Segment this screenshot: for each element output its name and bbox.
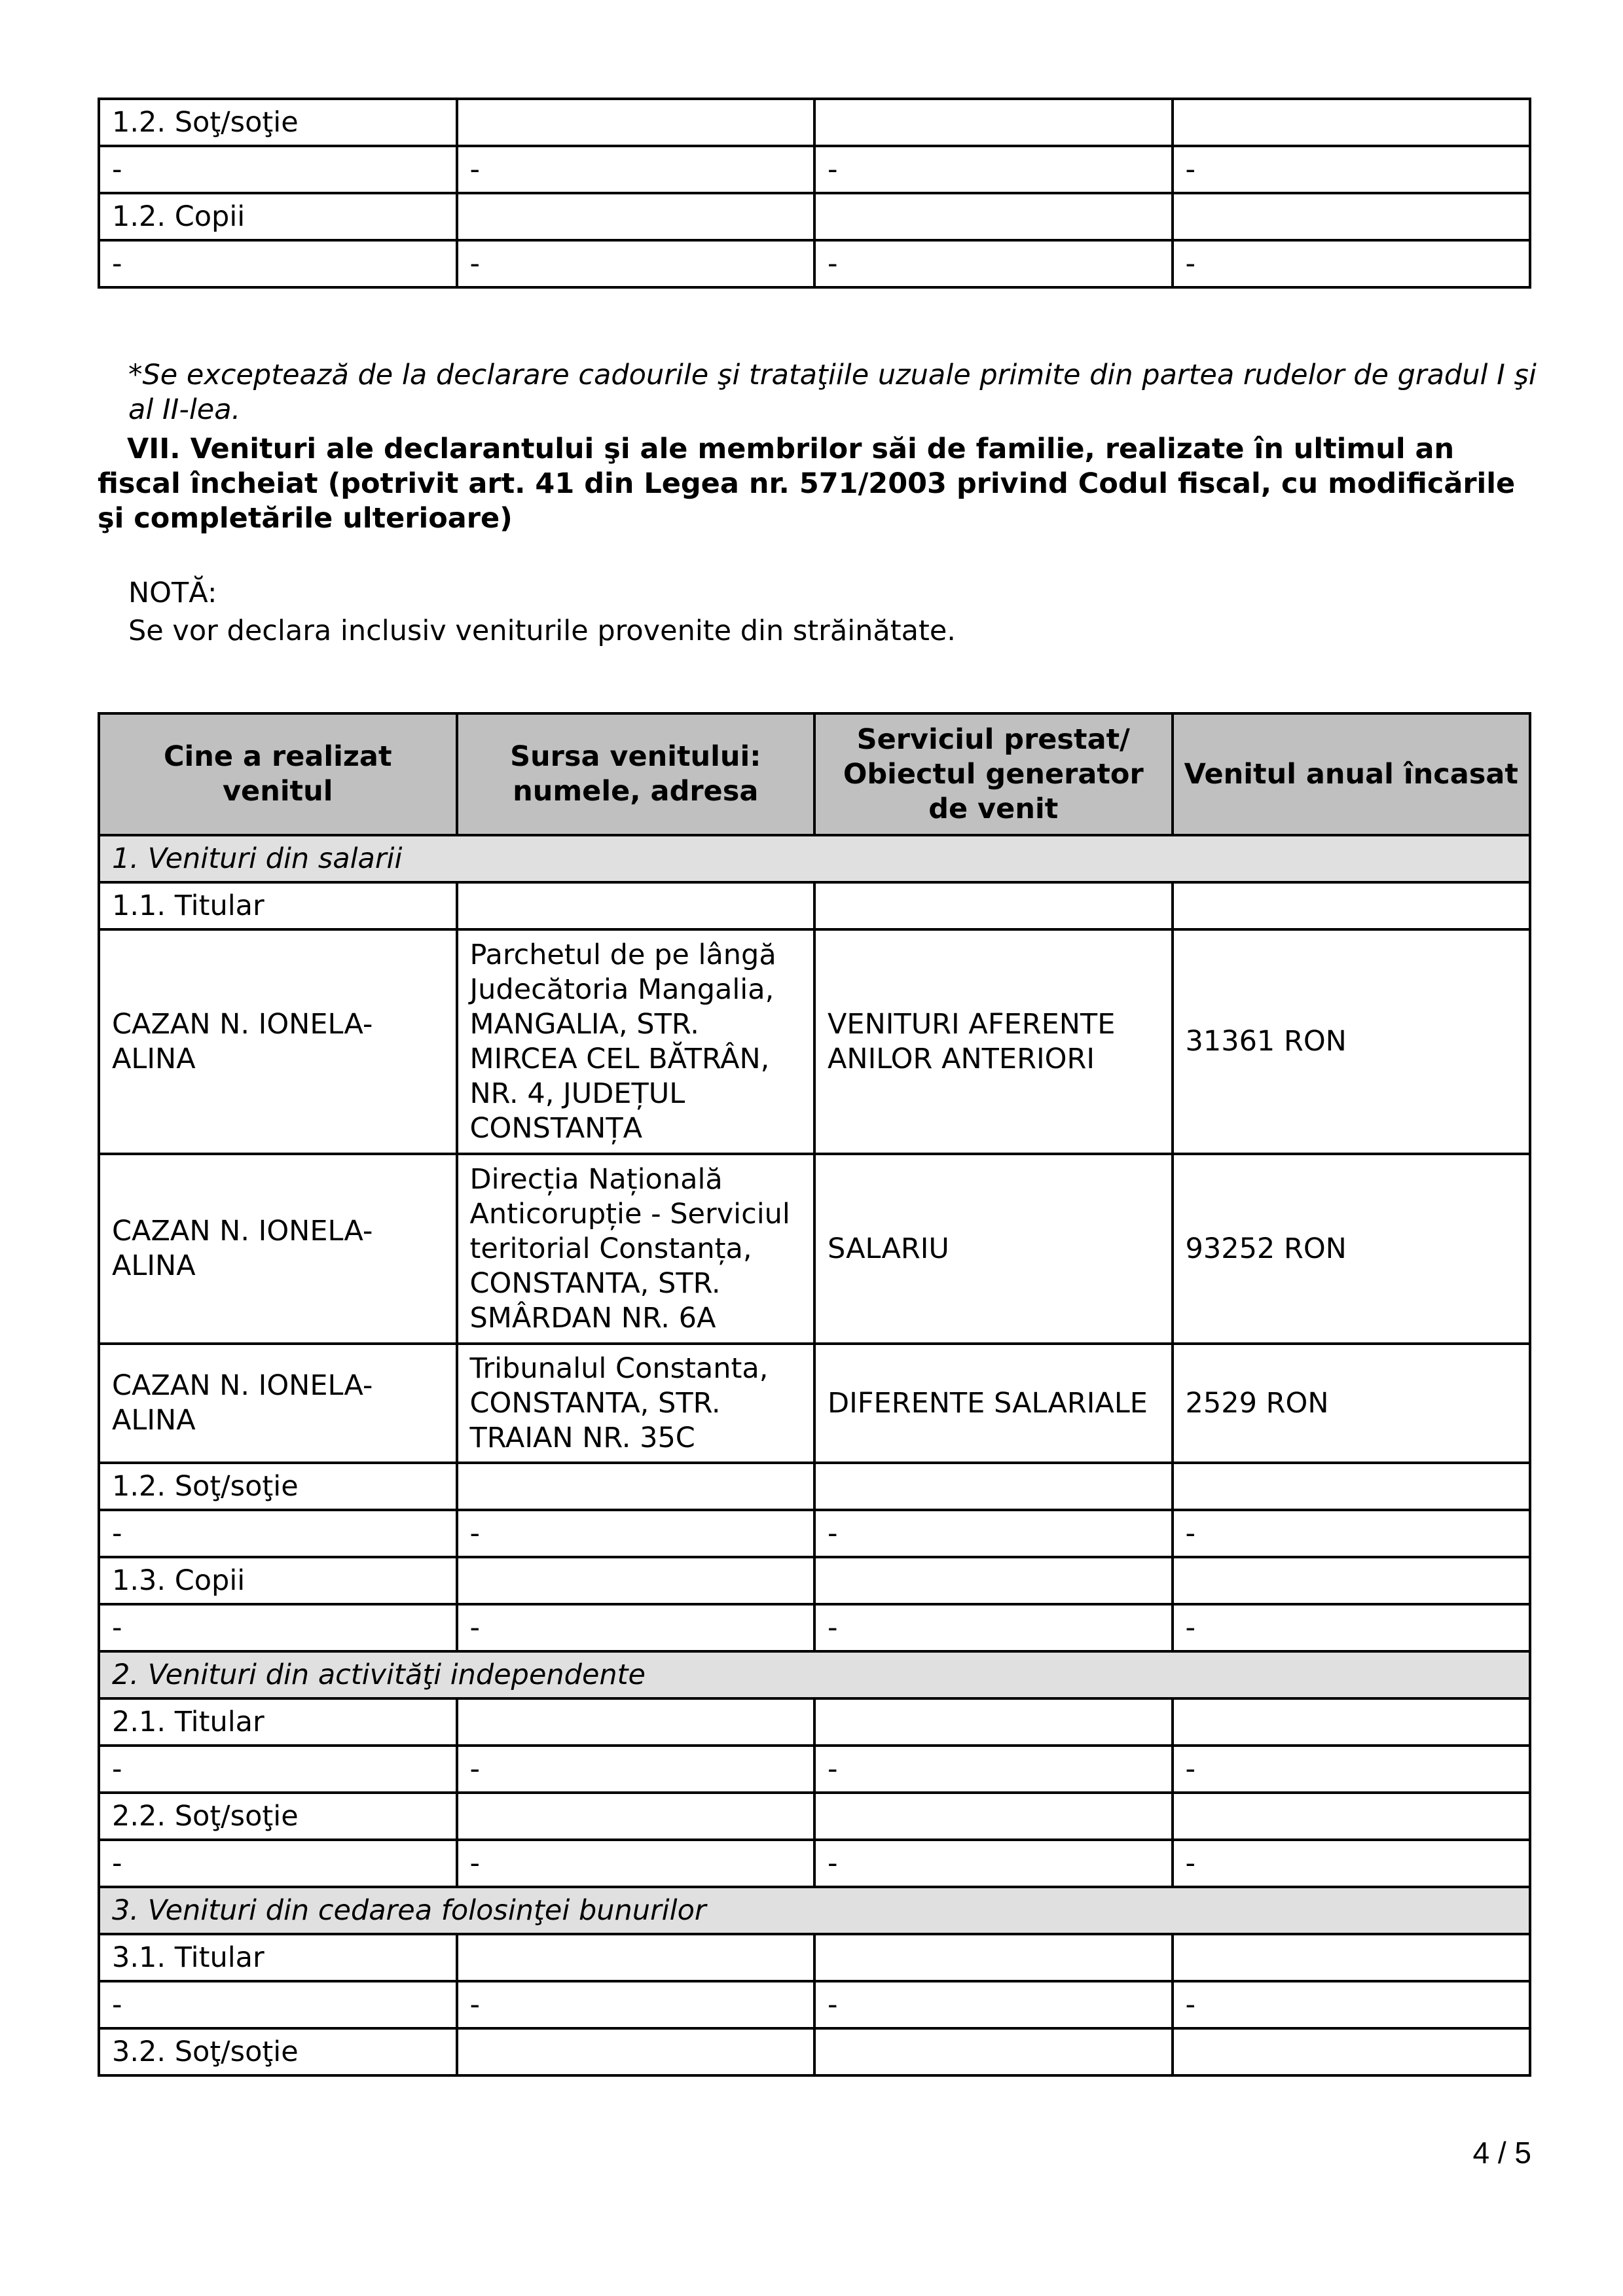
column-header: Sursa venitului: numele, adresa — [457, 713, 815, 835]
section-row — [99, 1887, 1530, 1934]
table-cell — [1173, 1698, 1531, 1746]
table-cell: 1.1. Titular — [99, 882, 457, 929]
table-cell — [814, 1793, 1173, 1840]
table-cell: - — [1173, 1840, 1531, 1887]
table-cell — [457, 1557, 815, 1604]
table-cell — [1173, 193, 1531, 240]
table-cell: 2.2. Soţ/soţie — [99, 1793, 457, 1840]
table-cell — [1173, 882, 1531, 929]
table-cell: - — [99, 1981, 457, 2028]
table-row — [99, 240, 1530, 287]
table-row — [99, 929, 1530, 1154]
table-cell — [814, 193, 1173, 240]
table-row — [99, 1344, 1530, 1463]
continued-table — [98, 98, 1531, 289]
table-cell — [814, 2028, 1173, 2075]
column-header: Serviciul prestat/ Obiectul generator de venit — [814, 713, 1173, 835]
table-cell: - — [814, 1981, 1173, 2028]
column-header: Venitul anual încasat — [1173, 713, 1531, 835]
table-row — [99, 99, 1530, 146]
table-cell: VENITURI AFERENTE ANILOR ANTERIORI — [814, 929, 1173, 1154]
table-cell: - — [457, 1604, 815, 1651]
table-cell — [457, 2028, 815, 2075]
table-cell: - — [814, 146, 1173, 193]
table-cell: 1.2. Copii — [99, 193, 457, 240]
table-cell — [1173, 2028, 1531, 2075]
table-cell — [457, 1793, 815, 1840]
table-row — [99, 193, 1530, 240]
table-cell: Direcția Națională Anticorupție - Serviciul teritorial Constanța, CONSTANTA, STR. SMÂRDAN NR. 6A — [457, 1154, 815, 1344]
table-row — [99, 1981, 1530, 2028]
table-cell: - — [814, 1604, 1173, 1651]
table-row — [99, 1463, 1530, 1510]
table-cell: - — [99, 1510, 457, 1557]
column-header: Cine a realizat venitul — [99, 713, 457, 835]
table-row — [99, 1510, 1530, 1557]
table-cell — [457, 1698, 815, 1746]
table-row — [99, 1698, 1530, 1746]
note-label: NOTĂ: — [128, 577, 217, 609]
section-row — [99, 835, 1530, 882]
table-cell: - — [814, 1840, 1173, 1887]
table-cell: 3.1. Titular — [99, 1934, 457, 1981]
table-row — [99, 146, 1530, 193]
table-cell — [1173, 1793, 1531, 1840]
table-cell: SALARIU — [814, 1154, 1173, 1344]
table-cell — [1173, 1463, 1531, 1510]
table-cell — [814, 1463, 1173, 1510]
table-cell — [1173, 1934, 1531, 1981]
table-row — [99, 882, 1530, 929]
table-cell: - — [457, 240, 815, 287]
table-cell: CAZAN N. IONELA-ALINA — [99, 1344, 457, 1463]
table-cell: Parchetul de pe lângă Judecătoria Mangalia, MANGALIA, STR. MIRCEA CEL BĂTRÂN, NR. 4, JUDEȚUL CONSTANȚA — [457, 929, 815, 1154]
table-cell: 31361 RON — [1173, 929, 1531, 1154]
table-row — [99, 1154, 1530, 1344]
table-cell: - — [1173, 240, 1531, 287]
section-title: 3. Venituri din cedarea folosinţei bunurilor — [99, 1887, 1530, 1934]
table-cell: - — [1173, 1604, 1531, 1651]
table-cell: - — [1173, 146, 1531, 193]
table-cell: - — [1173, 1510, 1531, 1557]
table-row — [99, 2028, 1530, 2075]
table-cell: Tribunalul Constanta, CONSTANTA, STR. TRAIAN NR. 35C — [457, 1344, 815, 1463]
table-header-row — [99, 713, 1530, 835]
table-cell: - — [457, 146, 815, 193]
table-cell — [1173, 1557, 1531, 1604]
section-title: 2. Venituri din activităţi independente — [99, 1651, 1530, 1698]
table-cell — [457, 882, 815, 929]
section-heading: VII. Venituri ale declarantului şi ale membrilor săi de familie, realizate în ultimul an fiscal încheiat (potrivit art. 41 din Legea nr. 571/2003 privind Codul fiscal, cu modificările şi completările ulterioare) — [98, 433, 1516, 535]
table-cell — [1173, 99, 1531, 146]
table-cell — [814, 99, 1173, 146]
table-cell: 1.2. Soţ/soţie — [99, 1463, 457, 1510]
footnote: *Se exceptează de la declarare cadourile şi trataţiile uzuale primite din partea rudelor de gradul I şi al II-lea. — [128, 359, 1537, 426]
income-table — [98, 712, 1531, 2077]
table-cell: 3.2. Soţ/soţie — [99, 2028, 457, 2075]
table-row — [99, 1746, 1530, 1793]
table-cell: - — [457, 1840, 815, 1887]
table-cell: - — [1173, 1981, 1531, 2028]
table-cell: - — [457, 1981, 815, 2028]
table-cell: CAZAN N. IONELA-ALINA — [99, 1154, 457, 1344]
table-cell: - — [1173, 1746, 1531, 1793]
table-cell: - — [99, 1840, 457, 1887]
table-cell: CAZAN N. IONELA-ALINA — [99, 929, 457, 1154]
table-cell: - — [457, 1510, 815, 1557]
table-cell: - — [457, 1746, 815, 1793]
table-cell: - — [99, 1746, 457, 1793]
table-row — [99, 1840, 1530, 1887]
table-cell: DIFERENTE SALARIALE — [814, 1344, 1173, 1463]
table-cell: 2.1. Titular — [99, 1698, 457, 1746]
table-cell: - — [814, 1510, 1173, 1557]
table-row — [99, 1793, 1530, 1840]
table-cell: - — [99, 146, 457, 193]
table-cell — [457, 1934, 815, 1981]
table-row — [99, 1934, 1530, 1981]
page-number: 4 / 5 — [1472, 2136, 1531, 2170]
table-cell — [814, 1934, 1173, 1981]
note-text: Se vor declara inclusiv veniturile provenite din străinătate. — [128, 615, 956, 647]
table-cell: - — [814, 240, 1173, 287]
table-cell: 93252 RON — [1173, 1154, 1531, 1344]
table-cell — [457, 1463, 815, 1510]
section-row — [99, 1651, 1530, 1698]
table-row — [99, 1604, 1530, 1651]
table-cell: 2529 RON — [1173, 1344, 1531, 1463]
table-cell — [814, 1557, 1173, 1604]
table-cell: - — [99, 1604, 457, 1651]
table-cell — [814, 1698, 1173, 1746]
table-cell: 1.2. Soţ/soţie — [99, 99, 457, 146]
table-cell: - — [814, 1746, 1173, 1793]
table-cell — [457, 193, 815, 240]
table-cell: - — [99, 240, 457, 287]
table-cell — [814, 882, 1173, 929]
table-row — [99, 1557, 1530, 1604]
section-title: 1. Venituri din salarii — [99, 835, 1530, 882]
table-cell: 1.3. Copii — [99, 1557, 457, 1604]
table-cell — [457, 99, 815, 146]
